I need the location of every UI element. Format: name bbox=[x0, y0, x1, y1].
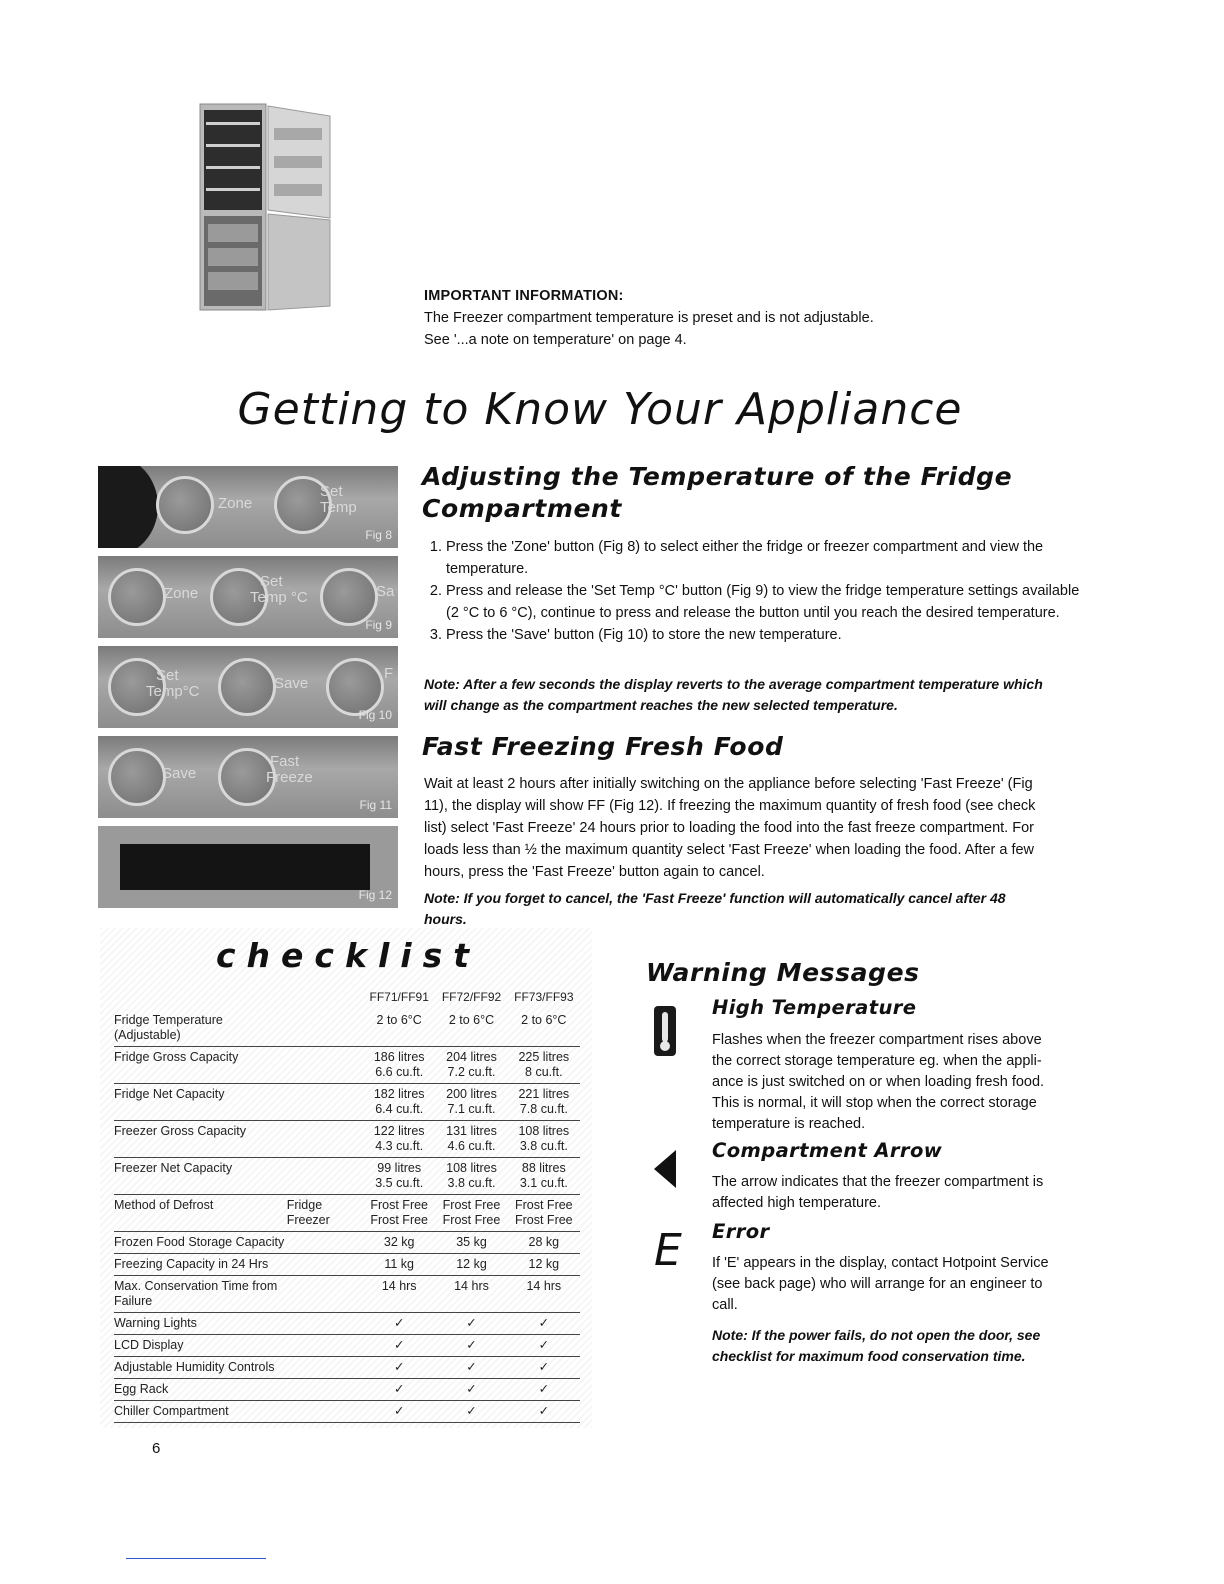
row-label bbox=[114, 1313, 287, 1335]
cell-text: Frost Free bbox=[442, 1213, 501, 1227]
fig-label: Zone bbox=[164, 585, 199, 602]
cell-text: 8 cu.ft. bbox=[525, 1065, 563, 1079]
table-row bbox=[114, 1010, 580, 1047]
finger-shadow bbox=[98, 466, 158, 548]
cell-text: Freezer Gross Capacity bbox=[114, 1124, 246, 1138]
table-row bbox=[114, 1357, 580, 1379]
cell-text: Frozen Food Storage Capacity bbox=[114, 1235, 285, 1249]
table-cell bbox=[435, 1335, 507, 1357]
error-heading: Error bbox=[712, 1220, 770, 1243]
table-cell bbox=[363, 1379, 435, 1401]
cell-text: Chiller Compartment bbox=[114, 1404, 229, 1418]
fig-label: Freeze bbox=[266, 769, 313, 786]
table-cell bbox=[508, 1313, 580, 1335]
table-cell bbox=[435, 1276, 507, 1313]
table-row bbox=[114, 1401, 580, 1423]
column-header: FF71/FF91 bbox=[369, 990, 429, 1004]
fast-freezing-line: 11), the display will show FF (Fig 12). If freezing the maximum quantity of fresh food (see check bbox=[424, 798, 1036, 814]
cell-text: 88 litres bbox=[521, 1161, 566, 1175]
lcd-display bbox=[120, 844, 370, 890]
cell-text: ✓ bbox=[393, 1360, 405, 1374]
table-cell bbox=[363, 1010, 435, 1047]
row-sublabel bbox=[287, 1313, 363, 1335]
cell-text: Warning Lights bbox=[114, 1316, 197, 1330]
cell-text: ✓ bbox=[466, 1382, 477, 1396]
cell-text: ✓ bbox=[466, 1316, 477, 1330]
cell-text: Frost Free bbox=[514, 1198, 573, 1212]
figure-9-set-temp-button bbox=[98, 556, 398, 638]
table-cell bbox=[435, 1401, 507, 1423]
row-sublabel bbox=[287, 1401, 363, 1423]
cell-text: Fridge bbox=[286, 1198, 323, 1212]
adjusting-heading: Adjusting the Temperature of the Fridge bbox=[422, 462, 1013, 491]
table-cell bbox=[363, 1121, 435, 1158]
fast-freezing-line: list) select 'Fast Freeze' 24 hours prior to loading the food into the fast freeze compartment. For bbox=[424, 820, 1034, 836]
fast-freezing-note: Note: If you forget to cancel, the 'Fast Freeze' function will automatically cancel after 48 bbox=[424, 890, 1006, 906]
cell-text: ✓ bbox=[538, 1382, 550, 1396]
adjusting-heading: Compartment bbox=[422, 494, 622, 523]
cell-text: LCD Display bbox=[114, 1338, 184, 1352]
cell-text: 2 to 6°C bbox=[448, 1013, 495, 1027]
step-item: 3. Press the 'Save' button (Fig 10) to store the new temperature. bbox=[446, 624, 1096, 646]
table-cell bbox=[435, 1084, 507, 1121]
power-fail-note: Note: If the power fails, do not open the door, see bbox=[712, 1327, 1041, 1343]
adjusting-steps bbox=[420, 536, 1096, 646]
power-fail-note: checklist for maximum food conservation time. bbox=[712, 1348, 1026, 1364]
cell-text: 99 litres bbox=[377, 1161, 422, 1175]
table-cell bbox=[363, 1254, 435, 1276]
table-cell bbox=[508, 1335, 580, 1357]
fig-label: Set bbox=[260, 573, 283, 590]
column-header: FF73/FF93 bbox=[514, 990, 574, 1004]
cell-text: Egg Rack bbox=[114, 1382, 169, 1396]
cell-text: 186 litres bbox=[373, 1050, 425, 1064]
cell-text: 221 litres bbox=[518, 1087, 570, 1101]
column-header: FF72/FF92 bbox=[441, 990, 502, 1004]
text-line: This is normal, it will stop when the correct storage bbox=[712, 1095, 1037, 1111]
fast-freezing-line: Wait at least 2 hours after initially switching on the appliance before selecting 'Fast Freeze' (Fig bbox=[424, 776, 1033, 792]
cell-text: 12 kg bbox=[528, 1257, 560, 1271]
table-header-row bbox=[114, 988, 580, 1010]
compartment-arrow-text bbox=[712, 1172, 1072, 1214]
table-row bbox=[114, 1158, 580, 1195]
row-label bbox=[114, 1401, 287, 1423]
cell-text: ✓ bbox=[466, 1360, 477, 1374]
figure-11-fast-freeze-button bbox=[98, 736, 398, 818]
row-sublabel bbox=[287, 1276, 363, 1313]
cell-text: 225 litres bbox=[518, 1050, 570, 1064]
row-sublabel bbox=[287, 1084, 363, 1121]
cell-text: 4.3 cu.ft. bbox=[375, 1139, 424, 1153]
text-line: the correct storage temperature eg. when the appli- bbox=[712, 1053, 1042, 1069]
table-row bbox=[114, 1232, 580, 1254]
cell-text: 6.6 cu.ft. bbox=[375, 1065, 424, 1079]
fig-label: Set bbox=[320, 483, 343, 500]
cell-text: Frost Free bbox=[370, 1213, 429, 1227]
cell-text: 3.8 cu.ft. bbox=[519, 1139, 568, 1153]
cell-text: 204 litres bbox=[446, 1050, 497, 1064]
row-sublabel bbox=[287, 1047, 363, 1084]
row-sublabel bbox=[287, 1195, 363, 1232]
table-cell bbox=[363, 1313, 435, 1335]
table-cell bbox=[363, 1335, 435, 1357]
table-cell bbox=[508, 1379, 580, 1401]
cell-text: 14 hrs bbox=[381, 1279, 417, 1293]
table-cell bbox=[508, 1195, 580, 1232]
table-cell bbox=[508, 1047, 580, 1084]
table-cell bbox=[508, 1232, 580, 1254]
table-cell bbox=[435, 1010, 507, 1047]
figure-number: Fig 12 bbox=[358, 888, 392, 902]
table-row bbox=[114, 1335, 580, 1357]
cell-text: 7.1 cu.ft. bbox=[447, 1102, 496, 1116]
cell-text: Freezing Capacity in 24 Hrs bbox=[114, 1257, 269, 1271]
figure-8-zone-button bbox=[98, 466, 398, 548]
table-row bbox=[114, 1254, 580, 1276]
cell-text: 6.4 cu.ft. bbox=[375, 1102, 424, 1116]
cell-text: 14 hrs bbox=[454, 1279, 489, 1293]
step-item: 1. Press the 'Zone' button (Fig 8) to select either the fridge or freezer compartment and view the temperature. bbox=[446, 536, 1096, 580]
row-sublabel bbox=[287, 1357, 363, 1379]
row-sublabel bbox=[287, 1010, 363, 1047]
fast-freezing-line: loads less than ½ the maximum quantity select 'Fast Freeze' when loading the food. After a few bbox=[424, 842, 1035, 858]
row-sublabel bbox=[287, 1379, 363, 1401]
cell-text: 2 to 6°C bbox=[376, 1013, 422, 1027]
table-cell bbox=[363, 1158, 435, 1195]
table-cell bbox=[435, 1254, 507, 1276]
table-row bbox=[114, 1379, 580, 1401]
table-row bbox=[114, 1313, 580, 1335]
table-cell bbox=[435, 1357, 507, 1379]
warning-messages-heading: Warning Messages bbox=[646, 958, 920, 987]
error-symbol-icon: E bbox=[654, 1225, 682, 1276]
row-label bbox=[114, 1084, 287, 1121]
cell-text: 3.8 cu.ft. bbox=[447, 1176, 496, 1190]
figure-number: Fig 9 bbox=[365, 618, 392, 632]
table-cell bbox=[435, 1379, 507, 1401]
row-sublabel bbox=[287, 1232, 363, 1254]
table-cell bbox=[363, 1047, 435, 1084]
cell-text: 35 kg bbox=[456, 1235, 487, 1249]
step-item: 2. Press and release the 'Set Temp °C' button (Fig 9) to view the fridge temperature settings available (2 °C to 6 °C), continue to press and release the button until you reach the desired temperature. bbox=[446, 580, 1096, 624]
cell-text: 2 to 6°C bbox=[521, 1013, 567, 1027]
cell-text: Frost Free bbox=[370, 1198, 429, 1212]
cell-text: ✓ bbox=[393, 1404, 405, 1418]
fig-label: Temp °C bbox=[250, 589, 308, 606]
row-label bbox=[114, 1047, 287, 1084]
zone-button-icon bbox=[156, 476, 214, 534]
cell-text: 182 litres bbox=[373, 1087, 425, 1101]
row-sublabel bbox=[287, 1254, 363, 1276]
compartment-arrow-heading: Compartment Arrow bbox=[712, 1139, 943, 1162]
important-info-line: See '...a note on temperature' on page 4. bbox=[424, 332, 687, 348]
row-label bbox=[114, 1232, 287, 1254]
cell-text: ✓ bbox=[538, 1360, 550, 1374]
table-cell bbox=[435, 1047, 507, 1084]
table-cell bbox=[435, 1232, 507, 1254]
page-title: Getting to Know Your Appliance bbox=[237, 384, 963, 435]
table-cell bbox=[363, 1195, 435, 1232]
table-cell bbox=[435, 1158, 507, 1195]
cell-text: 3.5 cu.ft. bbox=[375, 1176, 424, 1190]
cell-text: Freezer Net Capacity bbox=[114, 1161, 233, 1175]
cell-text: ✓ bbox=[538, 1316, 550, 1330]
fig-label: Set bbox=[156, 667, 179, 684]
table-cell bbox=[508, 1010, 580, 1047]
cell-text: Max. Conservation Time from Failure bbox=[114, 1279, 278, 1308]
row-label bbox=[114, 1010, 287, 1047]
table-row bbox=[114, 1195, 580, 1232]
cell-text: 4.6 cu.ft. bbox=[447, 1139, 496, 1153]
thermometer-icon bbox=[652, 1004, 678, 1060]
row-sublabel bbox=[287, 1335, 363, 1357]
table-cell bbox=[435, 1195, 507, 1232]
cell-text: Freezer bbox=[286, 1213, 330, 1227]
row-label bbox=[114, 1254, 287, 1276]
cell-text: Fridge Gross Capacity bbox=[114, 1050, 239, 1064]
table-cell bbox=[363, 1357, 435, 1379]
cell-text: 7.2 cu.ft. bbox=[447, 1065, 496, 1079]
text-line: affected high temperature. bbox=[712, 1195, 882, 1211]
cell-text: 12 kg bbox=[456, 1257, 487, 1271]
row-label bbox=[114, 1357, 287, 1379]
table-cell bbox=[508, 1121, 580, 1158]
text-line: temperature is reached. bbox=[712, 1116, 866, 1132]
fast-freezing-line: hours, press the 'Fast Freeze' button again to cancel. bbox=[424, 864, 765, 880]
cell-text: ✓ bbox=[393, 1338, 405, 1352]
cell-text: 7.8 cu.ft. bbox=[519, 1102, 568, 1116]
table-cell bbox=[508, 1254, 580, 1276]
cell-text: Method of Defrost bbox=[114, 1198, 214, 1212]
text-line: call. bbox=[712, 1297, 738, 1313]
text-line: If 'E' appears in the display, contact Hotpoint Service bbox=[712, 1255, 1049, 1271]
fig-label: Save bbox=[274, 675, 309, 692]
fig-label: Temp°C bbox=[146, 683, 200, 700]
cell-text: 108 litres bbox=[446, 1161, 497, 1175]
row-sublabel bbox=[287, 1158, 363, 1195]
row-label bbox=[114, 1335, 287, 1357]
row-sublabel bbox=[287, 1121, 363, 1158]
table-cell bbox=[508, 1084, 580, 1121]
cell-text: ✓ bbox=[538, 1404, 550, 1418]
high-temperature-heading: High Temperature bbox=[712, 996, 917, 1019]
text-line: The arrow indicates that the freezer compartment is bbox=[712, 1174, 1044, 1190]
table-cell bbox=[508, 1158, 580, 1195]
figure-number: Fig 11 bbox=[359, 798, 392, 812]
cell-text: 108 litres bbox=[518, 1124, 570, 1138]
checklist-title: checklist bbox=[216, 936, 480, 975]
cell-text: 3.1 cu.ft. bbox=[519, 1176, 568, 1190]
checklist-body bbox=[114, 1010, 580, 1423]
figure-12-display bbox=[98, 826, 398, 908]
fig-label: Fast bbox=[270, 753, 300, 770]
checklist-table bbox=[114, 988, 580, 1423]
table-row bbox=[114, 1121, 580, 1158]
table-cell bbox=[363, 1401, 435, 1423]
figure-10-save-button bbox=[98, 646, 398, 728]
text-line: ance is just switched on or when loading fresh food. bbox=[712, 1074, 1045, 1090]
cell-text: ✓ bbox=[393, 1316, 405, 1330]
important-info-title: IMPORTANT INFORMATION: bbox=[424, 288, 624, 304]
page-number: 6 bbox=[152, 1440, 161, 1457]
cell-text: 11 kg bbox=[384, 1257, 415, 1271]
table-cell bbox=[435, 1313, 507, 1335]
save-button-icon bbox=[108, 748, 166, 806]
table-cell bbox=[435, 1121, 507, 1158]
row-label bbox=[114, 1276, 287, 1313]
figure-number: Fig 10 bbox=[358, 708, 392, 722]
table-cell bbox=[363, 1276, 435, 1313]
cell-text: Adjustable Humidity Controls bbox=[114, 1360, 275, 1374]
fig-label: Temp bbox=[320, 499, 357, 516]
cell-text: Frost Free bbox=[442, 1198, 501, 1212]
table-cell bbox=[363, 1232, 435, 1254]
cell-text: Fridge Net Capacity bbox=[114, 1087, 225, 1101]
important-info-line: The Freezer compartment temperature is preset and is not adjustable. bbox=[424, 310, 874, 326]
text-line: (see back page) who will arrange for an engineer to bbox=[712, 1276, 1043, 1292]
fridge-illustration bbox=[190, 100, 340, 318]
row-label bbox=[114, 1195, 287, 1232]
adjusting-note: Note: After a few seconds the display reverts to the average compartment temperature which bbox=[424, 676, 1043, 692]
adjusting-note: will change as the compartment reaches the new selected temperature. bbox=[424, 697, 898, 713]
table-row bbox=[114, 1276, 580, 1313]
cell-text: 32 kg bbox=[383, 1235, 415, 1249]
cell-text: 131 litres bbox=[446, 1124, 497, 1138]
cell-text: ✓ bbox=[393, 1382, 405, 1396]
cell-text: Frost Free bbox=[514, 1213, 573, 1227]
cell-text: ✓ bbox=[466, 1338, 477, 1352]
fast-freezing-heading: Fast Freezing Fresh Food bbox=[422, 732, 784, 761]
fig-label: F bbox=[384, 665, 394, 682]
table-cell bbox=[508, 1401, 580, 1423]
fig-label: Sa bbox=[376, 583, 395, 600]
fig-label: Zone bbox=[218, 495, 253, 512]
figure-number: Fig 8 bbox=[365, 528, 392, 542]
table-row bbox=[114, 1084, 580, 1121]
table-cell bbox=[508, 1357, 580, 1379]
cell-text: ✓ bbox=[466, 1404, 477, 1418]
cell-text: ✓ bbox=[538, 1338, 550, 1352]
text-line: Flashes when the freezer compartment rises above bbox=[712, 1032, 1042, 1048]
cell-text: 14 hrs bbox=[526, 1279, 562, 1293]
row-label bbox=[114, 1158, 287, 1195]
cell-text: Fridge Temperature (Adjustable) bbox=[114, 1013, 223, 1042]
cell-text: 200 litres bbox=[446, 1087, 497, 1101]
compartment-arrow-icon bbox=[652, 1148, 678, 1190]
cell-text: 122 litres bbox=[373, 1124, 425, 1138]
cell-text: 28 kg bbox=[528, 1235, 560, 1249]
save-button-icon bbox=[218, 658, 276, 716]
table-cell bbox=[363, 1084, 435, 1121]
fig-label: Save bbox=[162, 765, 197, 782]
footer-line bbox=[126, 1558, 266, 1559]
table-row bbox=[114, 1047, 580, 1084]
high-temperature-text bbox=[712, 1030, 1072, 1135]
row-label bbox=[114, 1121, 287, 1158]
table-cell bbox=[508, 1276, 580, 1313]
error-text bbox=[712, 1253, 1072, 1316]
row-label bbox=[114, 1379, 287, 1401]
zone-button-icon bbox=[108, 568, 166, 626]
fast-freezing-note: hours. bbox=[424, 911, 467, 927]
